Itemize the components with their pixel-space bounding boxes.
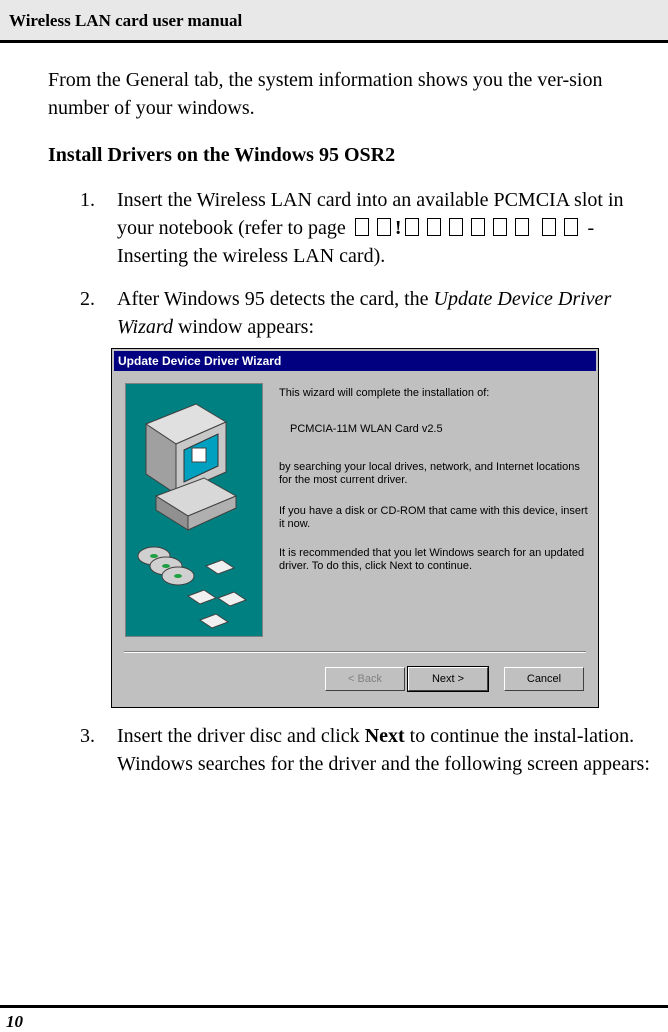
ref-error-mark: ! bbox=[394, 217, 402, 239]
missing-glyph-box bbox=[377, 218, 391, 236]
section-heading: Install Drivers on the Windows 95 OSR2 bbox=[48, 144, 396, 166]
step-1-text bbox=[117, 186, 657, 270]
wizard-line-2: by searching your local drives, network, and Internet locations for the most current driver. bbox=[279, 461, 580, 486]
step-2-text-a: After Windows 95 detects the card, the bbox=[117, 288, 434, 310]
missing-glyph-box bbox=[471, 218, 485, 236]
missing-glyph-box bbox=[493, 218, 507, 236]
wizard-screenshot bbox=[111, 348, 599, 708]
missing-glyph-box bbox=[564, 218, 578, 236]
wizard-name-italic: Update Device Driver Wizard bbox=[117, 288, 612, 338]
step-3-text-b: to continue the instal-lation. Windows searches for the driver and the following screen appears: bbox=[117, 725, 650, 775]
intro-paragraph: From the General tab, the system information shows you the ver-sion number of your windows. bbox=[48, 69, 603, 119]
computer-and-disks-icon bbox=[126, 384, 262, 636]
footer-rule bbox=[0, 1005, 668, 1008]
wizard-illustration bbox=[125, 383, 263, 637]
wizard-line-3: If you have a disk or CD-ROM that came with this device, insert it now. bbox=[279, 505, 588, 530]
wizard-line-1: This wizard will complete the installation of: bbox=[279, 387, 490, 399]
step-1-text-b: - Inserting the wireless LAN card). bbox=[117, 217, 595, 267]
step-3-text-a: Insert the driver disc and click bbox=[117, 725, 365, 747]
back-button[interactable]: < Back bbox=[325, 667, 405, 691]
step-1-text-a: Insert the Wireless LAN card into an available PCMCIA slot in your notebook (refer to page bbox=[117, 189, 624, 239]
cancel-button[interactable]: Cancel bbox=[504, 667, 584, 691]
wizard-separator bbox=[124, 651, 586, 653]
wizard-device-name: PCMCIA-11M WLAN Card v2.5 bbox=[290, 423, 443, 435]
missing-glyph-box bbox=[427, 218, 441, 236]
page-number: 10 bbox=[6, 1012, 23, 1031]
step-3-text bbox=[117, 722, 657, 778]
missing-glyph-box bbox=[542, 218, 556, 236]
wizard-title-bar: Update Device Driver Wizard bbox=[114, 351, 596, 371]
page-header bbox=[0, 0, 668, 43]
missing-glyph-box bbox=[355, 218, 369, 236]
step-2-text-b: window appears: bbox=[172, 316, 315, 338]
next-button[interactable]: Next > bbox=[408, 667, 488, 691]
next-bold: Next bbox=[364, 725, 405, 747]
header-title: Wireless LAN card user manual bbox=[9, 11, 243, 30]
step-3-number: 3. bbox=[80, 725, 95, 747]
step-2-number: 2. bbox=[80, 288, 95, 310]
missing-glyph-box bbox=[515, 218, 529, 236]
step-2-text bbox=[117, 285, 657, 341]
wizard-line-4: It is recommended that you let Windows search for an updated driver. To do this, click Next to continue. bbox=[279, 547, 585, 572]
step-1-number: 1. bbox=[80, 189, 95, 211]
missing-glyph-box bbox=[449, 218, 463, 236]
missing-glyph-box bbox=[405, 218, 419, 236]
